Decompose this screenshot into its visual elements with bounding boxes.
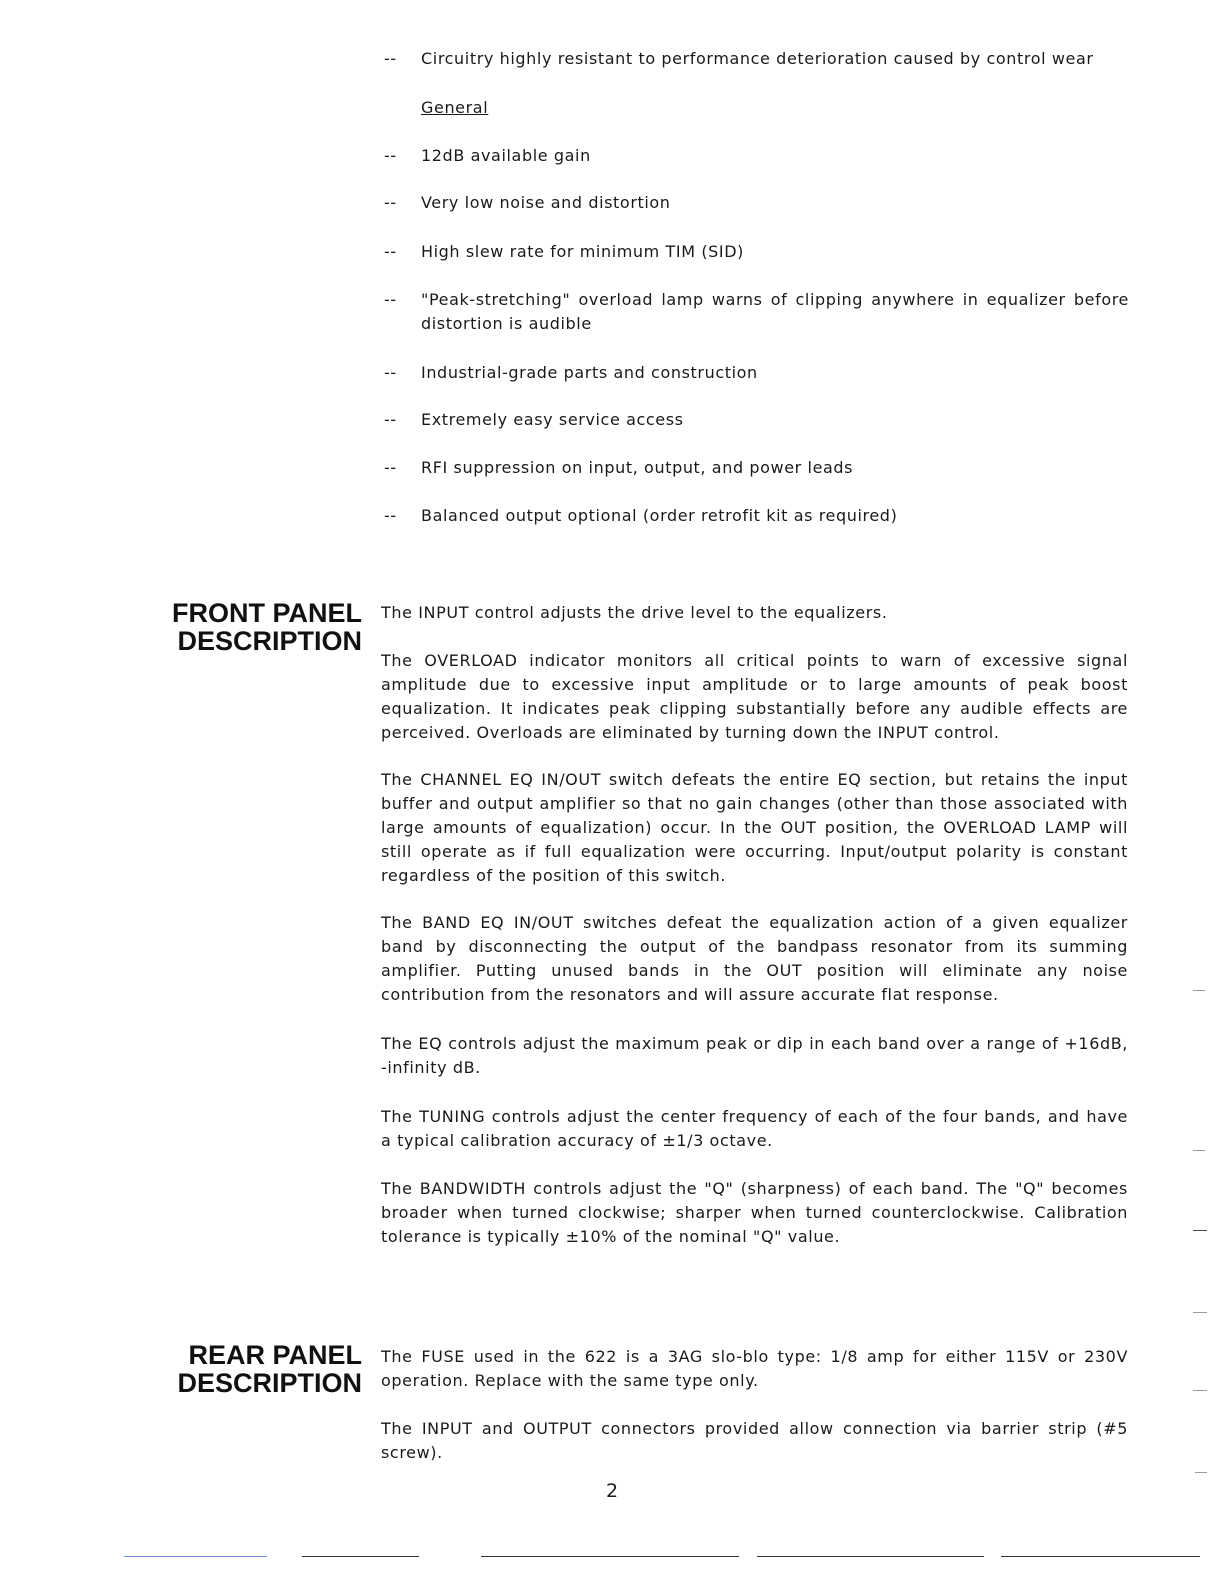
bullet-text: 12dB available gain	[421, 146, 591, 165]
rear-panel-heading-line2: DESCRIPTION	[177, 1368, 362, 1398]
bullet-text: RFI suppression on input, output, and power leads	[421, 458, 854, 477]
bullet-text: Extremely easy service access	[421, 410, 684, 429]
bullet-text: Circuitry highly resistant to performance deterioration caused by control wear	[421, 49, 1094, 68]
scan-rule	[124, 1556, 267, 1557]
rear-panel-paragraph: The FUSE used in the 622 is a 3AG slo-blo type: 1/8 amp for either 115V or 230V operation. Replace with the same type only.	[381, 1347, 1128, 1390]
bullet-dash: --	[384, 242, 397, 261]
bullet-dash: --	[384, 290, 397, 309]
bullet-dash: --	[384, 146, 397, 165]
rear-panel-heading	[120, 1341, 362, 1397]
scan-rule	[481, 1556, 739, 1557]
margin-mark	[1193, 1390, 1207, 1391]
front-panel-paragraph: The OVERLOAD indicator monitors all critical points to warn of excessive signal amplitude due to excessive input amplitude or to large amounts of peak boost equalization. It indicates peak clipping substantially before any audible effects are perceived. Overloads are eliminated by turning down the INPUT control.	[381, 651, 1128, 742]
margin-mark	[1195, 1472, 1207, 1473]
rear-panel-paragraph: The INPUT and OUTPUT connectors provided allow connection via barrier strip (#5 screw).	[381, 1419, 1128, 1462]
scan-rule	[757, 1556, 984, 1557]
bullet-dash: --	[384, 410, 397, 429]
bullet-text: Very low noise and distortion	[421, 193, 671, 212]
margin-mark	[1193, 1312, 1207, 1313]
bullet-dash: --	[384, 506, 397, 525]
scan-rule	[1001, 1556, 1200, 1557]
bullet-text: Industrial-grade parts and construction	[421, 363, 758, 382]
margin-mark	[1193, 1150, 1205, 1151]
front-panel-paragraph: The CHANNEL EQ IN/OUT switch defeats the entire EQ section, but retains the input buffer and output amplifier so that no gain changes (other than those associated with large amounts of equalization) occur. In the OUT position, the OVERLOAD LAMP will still operate as if full equalization were occurring. Input/output polarity is constant regardless of the position of this switch.	[381, 770, 1128, 885]
page-number: 2	[605, 1480, 619, 1502]
front-panel-heading-line2: DESCRIPTION	[177, 626, 362, 656]
front-panel-paragraph: The TUNING controls adjust the center frequency of each of the four bands, and have a typical calibration accuracy of ±1/3 octave.	[381, 1107, 1128, 1150]
front-panel-paragraph: The INPUT control adjusts the drive level to the equalizers.	[381, 603, 888, 622]
bullet-dash: --	[384, 363, 397, 382]
margin-mark	[1193, 990, 1205, 991]
scan-rule	[302, 1556, 419, 1557]
bullet-text: "Peak-stretching" overload lamp warns of clipping anywhere in equalizer before distortion is audible	[421, 290, 1129, 333]
bullet-text: Balanced output optional (order retrofit kit as required)	[421, 506, 898, 525]
bullet-text: High slew rate for minimum TIM (SID)	[421, 242, 745, 261]
general-subheading: General	[421, 98, 489, 117]
margin-mark	[1193, 1230, 1207, 1231]
bullet-dash: --	[384, 193, 397, 212]
front-panel-heading-line1: FRONT PANEL	[172, 598, 362, 628]
bullet-dash: --	[384, 49, 397, 68]
rear-panel-heading-line1: REAR PANEL	[188, 1340, 362, 1370]
bullet-dash: --	[384, 458, 397, 477]
front-panel-paragraph: The BANDWIDTH controls adjust the "Q" (sharpness) of each band. The "Q" becomes broader when turned clockwise; sharper when turned counterclockwise. Calibration tolerance is typically ±10% of the nominal "Q" value.	[381, 1179, 1128, 1246]
front-panel-heading	[120, 599, 362, 655]
front-panel-paragraph: The EQ controls adjust the maximum peak or dip in each band over a range of +16dB, -infinity dB.	[381, 1034, 1128, 1077]
front-panel-paragraph: The BAND EQ IN/OUT switches defeat the equalization action of a given equalizer band by disconnecting the output of the bandpass resonator from its summing amplifier. Putting unused bands in the OUT position will eliminate any noise contribution from the resonators and will assure accurate flat response.	[381, 913, 1128, 1004]
